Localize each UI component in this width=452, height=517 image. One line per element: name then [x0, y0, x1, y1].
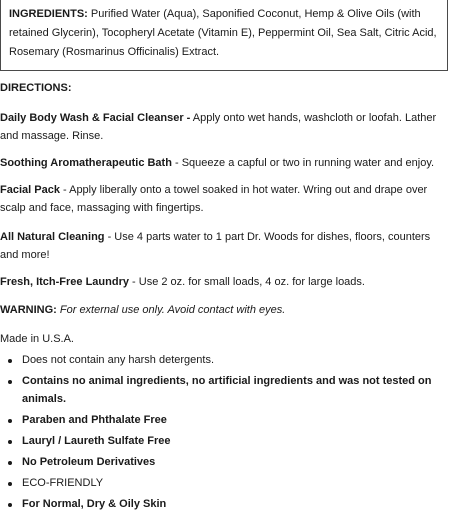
- direction-bath: [0, 155, 450, 173]
- made-in-label: Made in U.S.A.: [0, 333, 74, 345]
- warning-line: [0, 302, 450, 320]
- list-item: Does not contain any harsh detergents.: [0, 352, 450, 370]
- warning-text: For external use only. Avoid contact with eyes.: [56, 304, 286, 316]
- direction-head: Facial Pack: [0, 184, 60, 196]
- direction-text: - Squeeze a capful or two in running water and enjoy.: [171, 157, 435, 169]
- direction-head: Fresh, Itch-Free Laundry: [0, 276, 129, 288]
- list-item: ECO-FRIENDLY: [0, 475, 450, 493]
- list-item: Lauryl / Laureth Sulfate Free: [0, 433, 450, 451]
- direction-text: - Use 2 oz. for small loads, 4 oz. for large loads.: [128, 276, 365, 288]
- direction-body-wash: [0, 110, 450, 145]
- warning-head: WARNING:: [0, 304, 57, 316]
- list-item: For Normal, Dry & Oily Skin: [0, 496, 450, 514]
- list-item: Contains no animal ingredients, no artificial ingredients and was not tested on animals.: [0, 373, 450, 408]
- list-item: No Petroleum Derivatives: [0, 454, 450, 472]
- direction-head: Soothing Aromatherapeutic Bath: [0, 157, 172, 169]
- direction-facial-pack: [0, 182, 450, 217]
- direction-head: Daily Body Wash & Facial Cleanser -: [0, 112, 191, 124]
- ingredients-box: [0, 0, 448, 71]
- list-item: Paraben and Phthalate Free: [0, 412, 450, 430]
- direction-text: - Use 4 parts water to 1 part Dr. Woods for dishes, floors, counters and more!: [0, 231, 431, 261]
- direction-head: All Natural Cleaning: [0, 231, 105, 243]
- directions-heading: DIRECTIONS:: [0, 82, 72, 94]
- direction-text: Apply onto wet hands, washcloth or loofah. Lather and massage. Rinse.: [0, 112, 437, 142]
- features-list: [0, 352, 450, 517]
- direction-laundry: [0, 274, 450, 292]
- direction-cleaning: [0, 229, 450, 264]
- ingredients-text: Purified Water (Aqua), Saponified Coconut, Hemp & Olive Oils (with retained Glycerin), Tocopheryl Acetate (Vitamin E), Peppermint Oil, Sea Salt, Citric Acid, Rosemary (Rosmarinus Officinalis) Extract.: [9, 8, 437, 58]
- ingredients-label: INGREDIENTS:: [9, 8, 88, 20]
- direction-text: - Apply liberally onto a towel soaked in hot water. Wring out and drape over scalp and face, massaging with fingertips.: [0, 184, 428, 214]
